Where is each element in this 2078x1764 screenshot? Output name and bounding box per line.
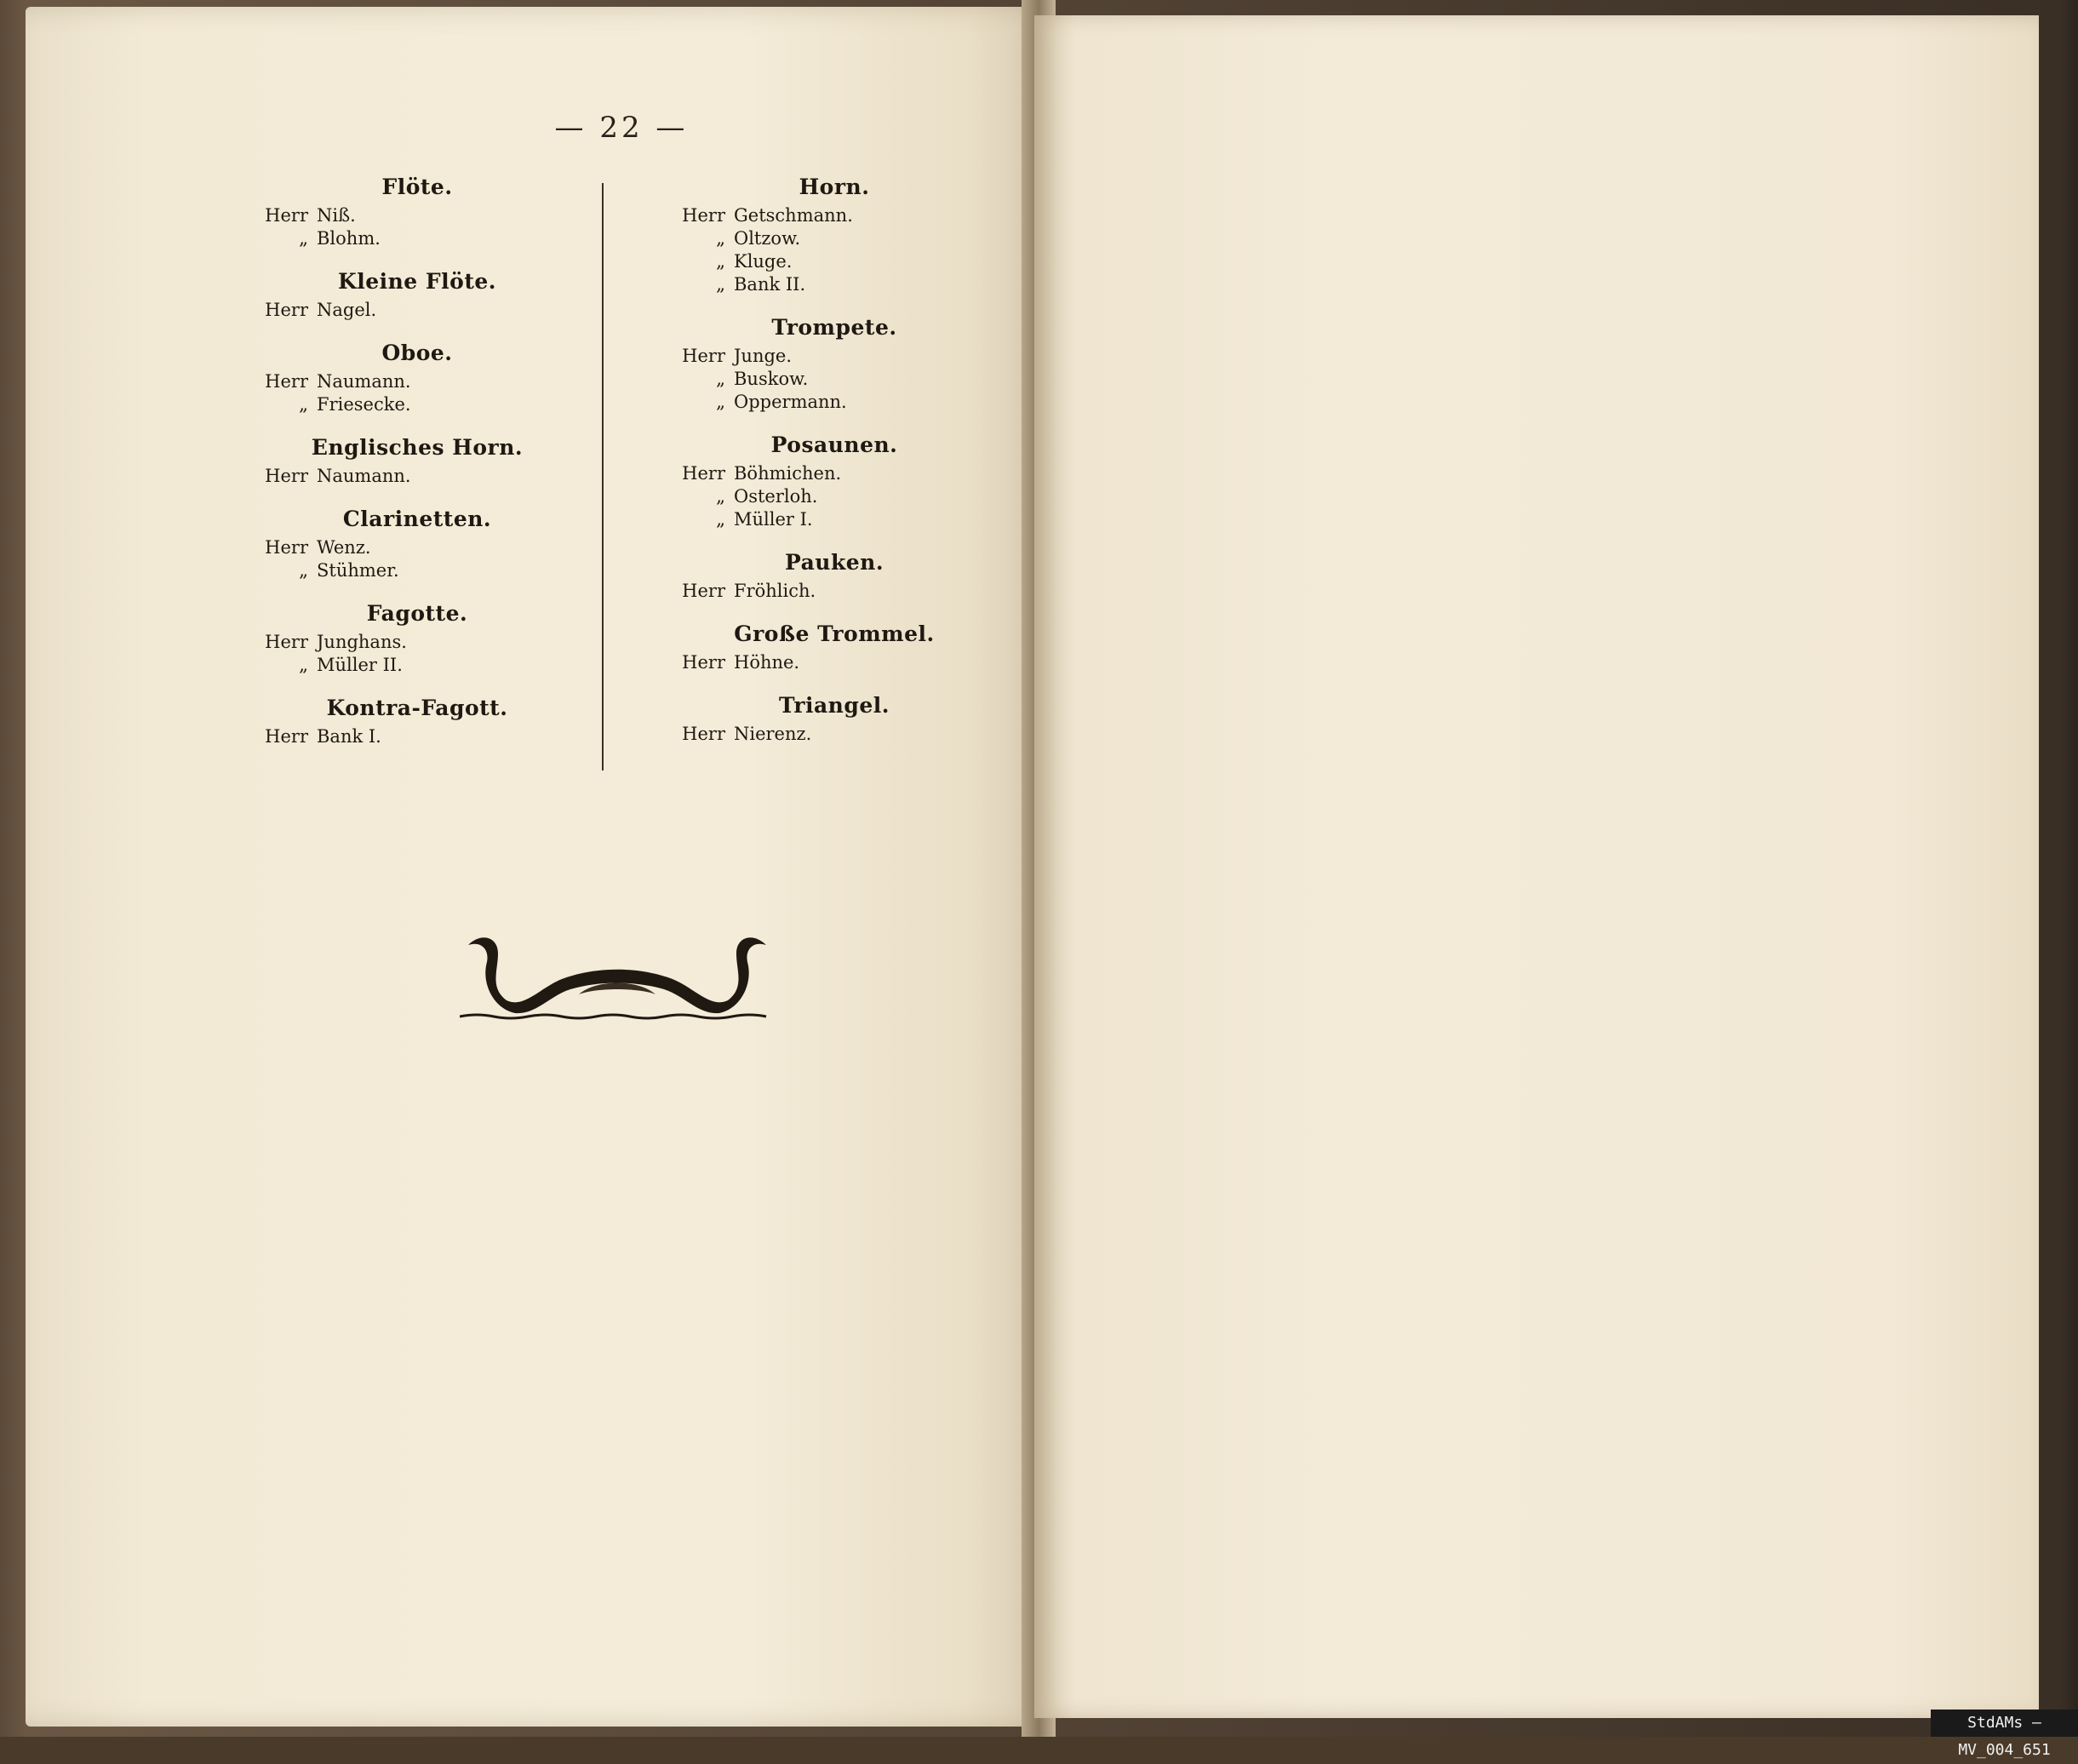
section-heading: Große Trommel. (734, 621, 935, 646)
member-prefix: „ (716, 392, 725, 412)
section-heading: Englisches Horn. (311, 435, 524, 460)
member-line (673, 580, 996, 603)
member-prefix: „ (299, 655, 308, 675)
member-name: Oppermann. (734, 392, 847, 412)
member-line (255, 370, 579, 393)
member-line (673, 204, 996, 227)
member-line (673, 462, 996, 485)
section-clarinetten (255, 507, 579, 582)
member-prefix: „ (716, 509, 725, 530)
section-trompete (673, 315, 996, 414)
section-heading: Kontra-Fagott. (326, 696, 508, 720)
member-line (255, 299, 579, 322)
member-name: Müller I. (734, 509, 813, 530)
member-line (255, 393, 579, 416)
page-number: — 22 — (554, 111, 689, 145)
member-line (673, 345, 996, 368)
member-line (673, 391, 996, 414)
member-name: Naumann. (317, 371, 411, 392)
member-prefix: „ (299, 394, 308, 415)
section-heading: Pauken. (784, 550, 884, 575)
member-prefix: Herr (682, 652, 725, 673)
member-prefix: Herr (682, 724, 725, 744)
section-heading: Horn. (799, 175, 870, 199)
member-prefix: „ (299, 228, 308, 249)
member-prefix: Herr (265, 537, 308, 558)
member-name: Naumann. (317, 466, 411, 486)
left-instrument-column (255, 175, 579, 767)
member-line (673, 250, 996, 273)
member-prefix: Herr (265, 632, 308, 652)
section-posaunen (673, 432, 996, 531)
member-line (673, 485, 996, 508)
member-name: Bank II. (734, 274, 806, 295)
section-grosse-trommel (673, 621, 996, 674)
member-line (673, 723, 996, 746)
member-name: Fröhlich. (734, 581, 816, 601)
member-name: Getschmann. (734, 205, 853, 226)
section-horn (673, 175, 996, 296)
member-prefix: „ (716, 274, 725, 295)
member-name: Nagel. (317, 300, 377, 320)
member-name: Osterloh. (734, 486, 818, 507)
member-line (255, 465, 579, 488)
member-prefix: „ (716, 369, 725, 389)
section-heading: Oboe. (381, 341, 453, 365)
member-prefix: Herr (265, 726, 308, 747)
member-prefix: „ (716, 251, 725, 272)
section-heading: Flöte. (381, 175, 453, 199)
member-name: Bank I. (317, 726, 381, 747)
member-line (673, 273, 996, 296)
section-heading: Triangel. (779, 693, 890, 718)
member-prefix: Herr (682, 581, 725, 601)
section-englisches-horn (255, 435, 579, 488)
member-prefix: Herr (265, 205, 308, 226)
column-divider (602, 183, 604, 770)
member-line (673, 368, 996, 391)
member-line (255, 536, 579, 559)
member-name: Friesecke. (317, 394, 411, 415)
member-prefix: Herr (682, 463, 725, 484)
member-prefix: „ (299, 560, 308, 581)
member-name: Oltzow. (734, 228, 801, 249)
section-heading: Trompete. (771, 315, 897, 340)
member-line (255, 725, 579, 748)
member-line (673, 508, 996, 531)
decorative-ornament (460, 928, 775, 1022)
member-name: Buskow. (734, 369, 809, 389)
section-triangel (673, 693, 996, 746)
member-name: Wenz. (317, 537, 371, 558)
member-name: Junge. (734, 346, 793, 366)
right-page-blank (1034, 15, 2039, 1718)
member-name: Stühmer. (317, 560, 399, 581)
section-heading: Posaunen. (770, 432, 898, 457)
member-name: Nierenz. (734, 724, 812, 744)
section-oboe (255, 341, 579, 416)
section-heading: Kleine Flöte. (338, 269, 496, 294)
archive-label: StdAMs – MV_004_651 (1931, 1710, 2078, 1737)
member-name: Böhmichen. (734, 463, 842, 484)
member-prefix: Herr (265, 371, 308, 392)
member-name: Höhne. (734, 652, 800, 673)
member-name: Blohm. (317, 228, 381, 249)
section-floete (255, 175, 579, 250)
member-prefix: „ (716, 486, 725, 507)
member-prefix: Herr (265, 300, 308, 320)
member-prefix: Herr (265, 466, 308, 486)
member-prefix: Herr (682, 205, 725, 226)
member-prefix: Herr (682, 346, 725, 366)
member-name: Müller II. (317, 655, 403, 675)
member-name: Niß. (317, 205, 356, 226)
member-line (673, 651, 996, 674)
section-kleine-floete (255, 269, 579, 322)
section-fagotte (255, 601, 579, 677)
right-instrument-column (673, 175, 996, 765)
section-pauken (673, 550, 996, 603)
member-line (673, 227, 996, 250)
member-line (255, 204, 579, 227)
member-name: Junghans. (317, 632, 407, 652)
member-line (255, 227, 579, 250)
section-heading: Fagotte. (366, 601, 468, 626)
member-line (255, 654, 579, 677)
member-name: Kluge. (734, 251, 793, 272)
member-prefix: „ (716, 228, 725, 249)
section-heading: Clarinetten. (342, 507, 492, 531)
member-line (255, 631, 579, 654)
section-kontra-fagott (255, 696, 579, 748)
member-line (255, 559, 579, 582)
